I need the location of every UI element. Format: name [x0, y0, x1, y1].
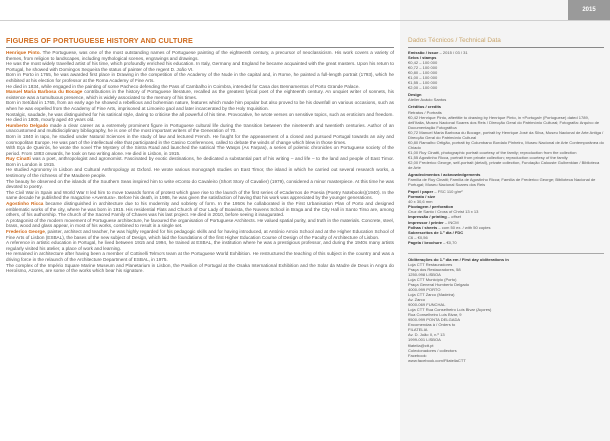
technical-data-value: 40 x 30,6 mm: [408, 199, 433, 205]
bio-text: He remained in architecture after having been a member of Cottinelli Telmo's team at the Portuguese World Exhibition. He restructured the teaching of this subject in the country and was a driving force in the relaunch of the Architecture Department of ESBAL, in 1975.: [6, 251, 394, 262]
distribution-divider: [408, 253, 604, 254]
bio-text: He died in 1805, mourly aged 40 years old.: [6, 117, 95, 123]
distribution-line: Loja CTT Zarco (Madeira): [408, 292, 455, 298]
technical-data-value: €0,80 Ramalho Ortigão, portrait by Columbano Bordalo Pinheiro, Museu Nacional de Arte Contemporânea do Chiado: [408, 139, 604, 150]
bio-paragraph: [6, 134, 394, 145]
distribution-line: Av. Zarco: [408, 297, 425, 303]
bio-paragraph: [6, 123, 394, 134]
technical-data-value: – FSC 110 g/m²: [433, 189, 463, 195]
distribution-line: Facebook:: [408, 352, 427, 358]
technical-data-value: €0,42 – 100 000: [408, 60, 438, 66]
technical-data-label: Emissão / issue: [408, 50, 439, 55]
bio-text: Born in 1840 in Iapo, he studied under Natural Sciences in the study of law and lectured French. He fought for the appeasement of a closed and pursued Portugal towards an airy and cosmopolitan Europe. He was part of the intellectual elite that participated in the Casino Conferences, called to debate the winds of change which blew in those times.: [6, 133, 394, 145]
bio-name: Manuel Maria Barbosa du Bocage: [6, 89, 83, 95]
bio-text: was a poet, anthropologist and agronomist. Fascinated by exotic destinations, he dedicated a substantial part of his writing – and life – to the land and people of East Timor. Born in London in 1915.: [6, 156, 395, 167]
distribution-line: Praça dos Restauradores, 58: [408, 266, 461, 272]
bio-paragraph: [6, 89, 394, 100]
distribution-line: Praça General Humberto Delgado: [408, 281, 470, 287]
technical-data-row: [408, 115, 604, 130]
bio-text: The Portuguese, was one of the most outstanding names of Portuguese painting of the eighteenth century, a precursor of neoclassicism. His work covers a variety of themes, from religion to landscapes, including mythological scenes, engravings and drawings.: [6, 50, 394, 61]
technical-data-label: Folhas / sheets: [408, 224, 438, 230]
top-divider: [0, 20, 610, 21]
technical-data-value: €0,80 – 100 000: [408, 70, 438, 76]
technical-data-value: – €0,70: [441, 239, 457, 245]
technical-data-value: – com 50 ex. / with 50 copies: [437, 224, 491, 230]
technical-data-title: Dados Técnicos / Technical Data: [408, 37, 501, 44]
bio-text: Born in Porto in 1765, he was awarded first place in Drawing in the competition of the Academy of the Nude in the capital and, in Rome, he painted a full-length portrait (1793), which he exhibited at his election for professor at the Roma Academy of Fine Arts.: [6, 72, 394, 83]
technical-data-list: [408, 50, 604, 247]
technical-data-label: Sobrescritos de 1.º dia / FDC: [408, 229, 464, 235]
distribution-line: 9500-999 PONTA DELGADA: [408, 317, 461, 323]
distribution-line: Encomendas à / Orders to: [408, 322, 456, 328]
technical-data-label: Picotagem / perforation: [408, 204, 454, 210]
bio-text: He studied Agronomy in Lisbon and Cultural Anthropology at Oxford. He wrote various monograph studies on East Timor, the island in which he carried out several research works, a testimony of the richness of the Maubere people.: [6, 167, 394, 179]
technical-data-label: Impressão / printing: [408, 214, 447, 220]
bio-paragraph: [6, 218, 394, 229]
bio-text: The Civil War in Spain and World War II led him to move towards forms of protest which gave rise to the launch of the first series of eCadernos de Poesia (Poetry Notebooks)(1940). In the same decade he published the magazine «Aventura». Before his death, in 1986, he was given the satisfaction of having that his work was appreciated by the younger generations.: [6, 189, 394, 201]
technical-data-label: Agradecimentos / acknowledgements: [408, 172, 481, 178]
distribution-list: [408, 262, 604, 363]
distribution-line: Loja CTT Restauradores: [408, 261, 453, 267]
technical-data-label: Papel / paper: [408, 189, 434, 195]
section-title: FIGURES OF PORTUGUESE HISTORY AND CULTURE: [6, 36, 193, 45]
distribution-title: Obliterações do 1.º dia em / First day obliterations in: [408, 256, 509, 262]
spacer: [408, 245, 604, 247]
technical-data-row: [408, 177, 604, 187]
distribution-line: Av. D. João II, n.º 13: [408, 332, 445, 338]
technical-data-label: Impressor / printer: [408, 219, 444, 225]
technical-data-label: Pagela / brochure: [408, 239, 442, 245]
bio-name: Humberto Delgado: [6, 122, 49, 128]
distribution-line: www.facebook.com/FilateliaCTT: [408, 357, 466, 363]
bio-paragraph: [6, 179, 394, 190]
distribution-line: Rua Conselheiro Luís Bivar, 9: [408, 312, 462, 318]
bio-text: He was the most widely travelled artist of his time, which profoundly enriched his education. In Italy, Germany and England he became acquainted with the great masters. Upon his return to Portugal, he showed with Domingos Sequeira the status of painter of the regent D. João VI.: [6, 61, 394, 72]
bio-paragraph: [6, 72, 394, 83]
distribution-line: Loja CTT Município (Porto): [408, 276, 457, 282]
bio-name: Ruy Cinatti: [6, 156, 31, 162]
technical-data-label: Créditos / credits: [408, 104, 442, 110]
bio-paragraph: [6, 251, 394, 262]
technical-data-row: [408, 140, 604, 150]
technical-data-value: €2,00 Frederico George, self-portrait (detail), private collection, Fundação Calouste Gulbenkian / Biblioteca de Arte: [408, 159, 600, 171]
distribution-line: 1999-001 LISBOA: [408, 337, 441, 343]
bio-text: With Eça de Queirós, he wrote the novel The Mystery of the Sintra Road and launched the satirical The Wasps (As Farpas), a series of polemic chronicles on Portuguese society of the period. From 1883 onwards, he took on two writing alone. He died in Lisbon, in 1915.: [6, 145, 394, 156]
technical-data-value: – offset: [446, 214, 462, 220]
technical-data-value: Retratos / Portraits: [408, 109, 442, 115]
figures-column: [6, 36, 394, 274]
bio-paragraph: [6, 263, 394, 274]
bio-paragraph: [6, 190, 394, 201]
bio-text: The complex of the Império Square Marine Museum and Planetarium in Lisbon, the Pavilion of Portugal at the Osaka International Exhibition and the Solar da Madre de Deus in Angra do Heroísmo, Azores, are some of the works which bear his signature.: [6, 262, 394, 274]
bio-text: A reference in artistic education in Portugal, he lived between 1915 and 1994, he trained at ESBAL, the institution where he was a prestigious professor, and during the 1940s many artists regularly visited his atelier, a place of work and learning.: [6, 240, 394, 251]
bio-paragraph: [6, 240, 394, 251]
bio-text: Born in Setúbal in 1765, from an early age he showed a rebellious and bohemian nature, features which made him popular but also proved to be his downfall on various occasions, such as when he was expelled from the Academy of Fine Arts, imprisoned at Limoeiro gaol and later incarcerated by the Holy Inquisition.: [6, 100, 394, 111]
technical-data-value: €0,42 Henrique Pinto, aftertitle to drawing by Henrique Pinto, in «Portugal» (Portuguese) dated 1789, dell'Italia, Museu Nacional Soares dos Reis / Direcção Geral do Património Cultural; Fotografia: Arquivo de Documentação Fotográfica: [408, 114, 600, 130]
technical-data-value: Família de Ruy Cinatti; Família de Agostinho Ricca; Família de Frederico George; Biblioteca Nacional de Portugal; Museu Nacional Soares dos Reis: [408, 177, 596, 188]
distribution-line: FILATELIA: [408, 327, 428, 333]
biography-text: [6, 50, 394, 274]
technical-data-row: [408, 130, 604, 140]
bio-paragraph: [6, 100, 394, 111]
technical-data-label: Formato / size: [408, 194, 436, 200]
distribution-line: 9000-069 FUNCHAL: [408, 302, 446, 308]
technical-data-value: €2,00 – 100 000: [408, 85, 438, 91]
technical-data-value: €0,72 Manuel Maria Barbosa du Bocage, portrait by Henrique José da Silva, Museu Nacional de Arte Antiga / Direcção Geral do Património Cultural: [408, 129, 604, 140]
technical-data-value: €1,55 Agostinho Ricca, portrait from private collection; reproduction courtesy of the family: [408, 154, 568, 160]
bio-text: became distinguished in architecture due to his modernity and sobriety of form. In the 1950s he collaborated in the First Urbanisation Plan of Porto and designed emblematic works of the city, where he was born in 1915. His residential Flats and Church of Our Lady of Boavista, the Nuvens School in Braga and the City Hall in Santo Tirso are, among others, of his authorship. The church of the Sacred Family of Chaves was his last project. He died in 2010, before seeing it inaugurated.: [6, 201, 394, 218]
distribution-block: [408, 257, 604, 363]
technical-data-value: €1,00 Ruy Cinatti, photographic portrait courtesy of the family; reproduction from the collection: [408, 149, 577, 155]
technical-data-value: €1,00 – 100 000: [408, 75, 438, 81]
year-tab: 2015: [568, 0, 610, 20]
technical-data-value: €1,55 – 100 000: [408, 80, 438, 86]
technical-data-row: [408, 160, 604, 170]
bio-text: The beauty he observed on the islands of the Southern Seas inspired him to write eConto do Cavaleiro (Short Story of Cavalier) (1979), considered a minor masterpiece. At this time he was devoted to poetry.: [6, 178, 394, 190]
technical-data-label: Design: [408, 92, 422, 98]
bio-text: Nostalgic, saudade, he was distinguished for his satirical style, daring to criticise the all powerful of his time. Provocative, he wrote verses on sensitive topics, such as eroticism and freedom.: [6, 111, 394, 117]
bio-paragraph: [6, 229, 394, 240]
bio-text: contributions in the history of Portuguese literature, recalled as the greatest lyrical poet of the eighteenth century. An unquiet writer of sonnets, his existence was a tumultuous presence, which is widely associated to the memory of his times.: [6, 89, 394, 100]
bio-text: , painter, architect and teacher, he was highly regarded for his pedagogic skills and for having introduced, at António Arroio School and at the Higher Education School of Fine Arts of Lisbon (ESBAL), the bases of the new subject of Design, which laid the foundations of the first Higher Education Course of Design of the Faculty of Architecture of Lisbon.: [6, 229, 394, 240]
bio-name: Agostinho Ricca: [6, 201, 44, 207]
technical-data-value: €0,72 – 100 000: [408, 65, 438, 71]
technical-data-label: Selos / stamps: [408, 55, 437, 61]
technical-title-divider: [408, 47, 604, 48]
technical-data-value: Cruz de Santo / Cross of Christ 13 x 13: [408, 209, 479, 215]
bio-text: made a clear career as a extremely prominent figure in Portuguese cultural life during the transition between the nineteenth and twentieth centuries. Author of an unaccustomed and multidisciplinary bibliography, he is one of the most important writers of the Generation of 70.: [6, 122, 395, 134]
bio-name: Henrique Pinto.: [6, 50, 41, 55]
bio-name: Frederico George: [6, 229, 45, 234]
bio-paragraph: [6, 61, 394, 72]
technical-column: [408, 36, 604, 363]
bio-text: A protagonist of the modern movement of Portuguese architecture, he favoured the organisation of Portuguese Architects. He valued spatial purity, and truth in the materials. Concrete, steel, brass, wood and glass appear, in most of his works, combined to result in a single set.: [6, 217, 394, 229]
bio-paragraph: [6, 201, 394, 218]
technical-data-value: Atelier Acácio Santos: [408, 97, 447, 103]
bio-paragraph: [6, 156, 394, 167]
technical-data-value: – 2015 / 03 / 31: [438, 50, 468, 55]
distribution-line: 4000-999 PORTO: [408, 287, 441, 293]
distribution-line: filatelia@ctt.pt: [408, 342, 434, 348]
bio-paragraph: [6, 50, 394, 61]
distribution-line: 1250-998 LISBOA: [408, 271, 441, 277]
distribution-line: Colecionadores / collectors: [408, 347, 457, 353]
bio-paragraph: [6, 145, 394, 156]
technical-data-value: C6 – €0,56: [408, 234, 428, 240]
distribution-line: Loja CTT Rua Conselheiro Luís Bivar (Açores): [408, 307, 492, 313]
title-divider: [6, 47, 394, 48]
bio-paragraph: [6, 167, 394, 178]
bio-text: He died in 1834, while engaged in the painting of some Pacheco defending the Pass of Cambalho in Coimbra, intended for Casa dos Bennamentos of Porto Grande Palace.: [6, 83, 360, 89]
technical-data-value: – INCM: [443, 219, 459, 225]
